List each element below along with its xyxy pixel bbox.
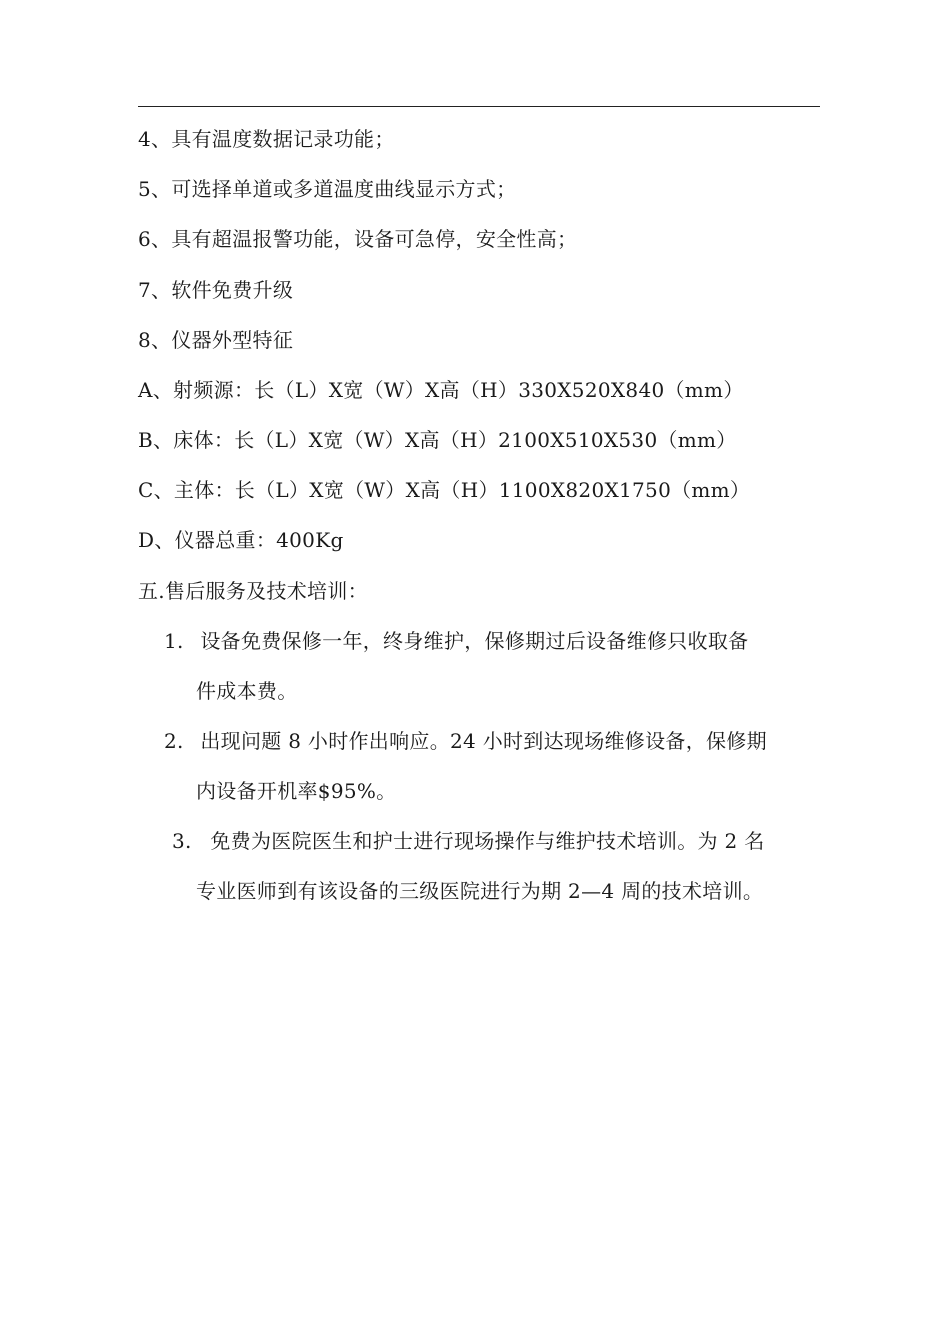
dimension-line-c: C、主体：长（L）X宽（W）X高（H）1100X820X1750（mm）: [138, 478, 751, 502]
list-number: 3.: [172, 829, 192, 853]
feature-line-7: 7、软件免费升级: [138, 278, 294, 302]
list-text: 设备免费保修一年，终身维护，保修期过后设备维修只收取备: [200, 629, 749, 653]
header-rule: [138, 106, 820, 107]
dimension-line-b: B、床体：长（L）X宽（W）X高（H）2100X510X530（mm）: [138, 428, 737, 452]
list-number: 1.: [164, 629, 184, 653]
service-item-2: [164, 727, 767, 755]
feature-line-4: 4、具有温度数据记录功能；: [138, 127, 395, 151]
section-title: 五.售后服务及技术培训：: [138, 579, 368, 603]
feature-line-5: 5、可选择单道或多道温度曲线显示方式；: [138, 177, 517, 201]
dimension-line-a: A、射频源：长（L）X宽（W）X高（H）330X520X840（mm）: [138, 378, 744, 402]
list-text: 出现问题 8 小时作出响应。24 小时到达现场维修设备，保修期: [200, 729, 767, 753]
service-item-2-continuation: 内设备开机率$95%。: [196, 779, 397, 803]
list-text: 免费为医院医生和护士进行现场操作与维护技术培训。为 2 名: [210, 829, 765, 853]
list-number: 2.: [164, 729, 184, 753]
feature-line-6: 6、具有超温报警功能，设备可急停，安全性高；: [138, 227, 578, 251]
feature-line-8: 8、仪器外型特征: [138, 328, 294, 352]
service-item-3-continuation: 专业医师到有该设备的三级医院进行为期 2—4 周的技术培训。: [196, 879, 764, 903]
service-item-3: [172, 827, 765, 855]
service-item-1: [164, 627, 748, 655]
dimension-line-d: D、仪器总重：400Kg: [138, 528, 344, 552]
service-item-1-continuation: 件成本费。: [196, 679, 298, 703]
